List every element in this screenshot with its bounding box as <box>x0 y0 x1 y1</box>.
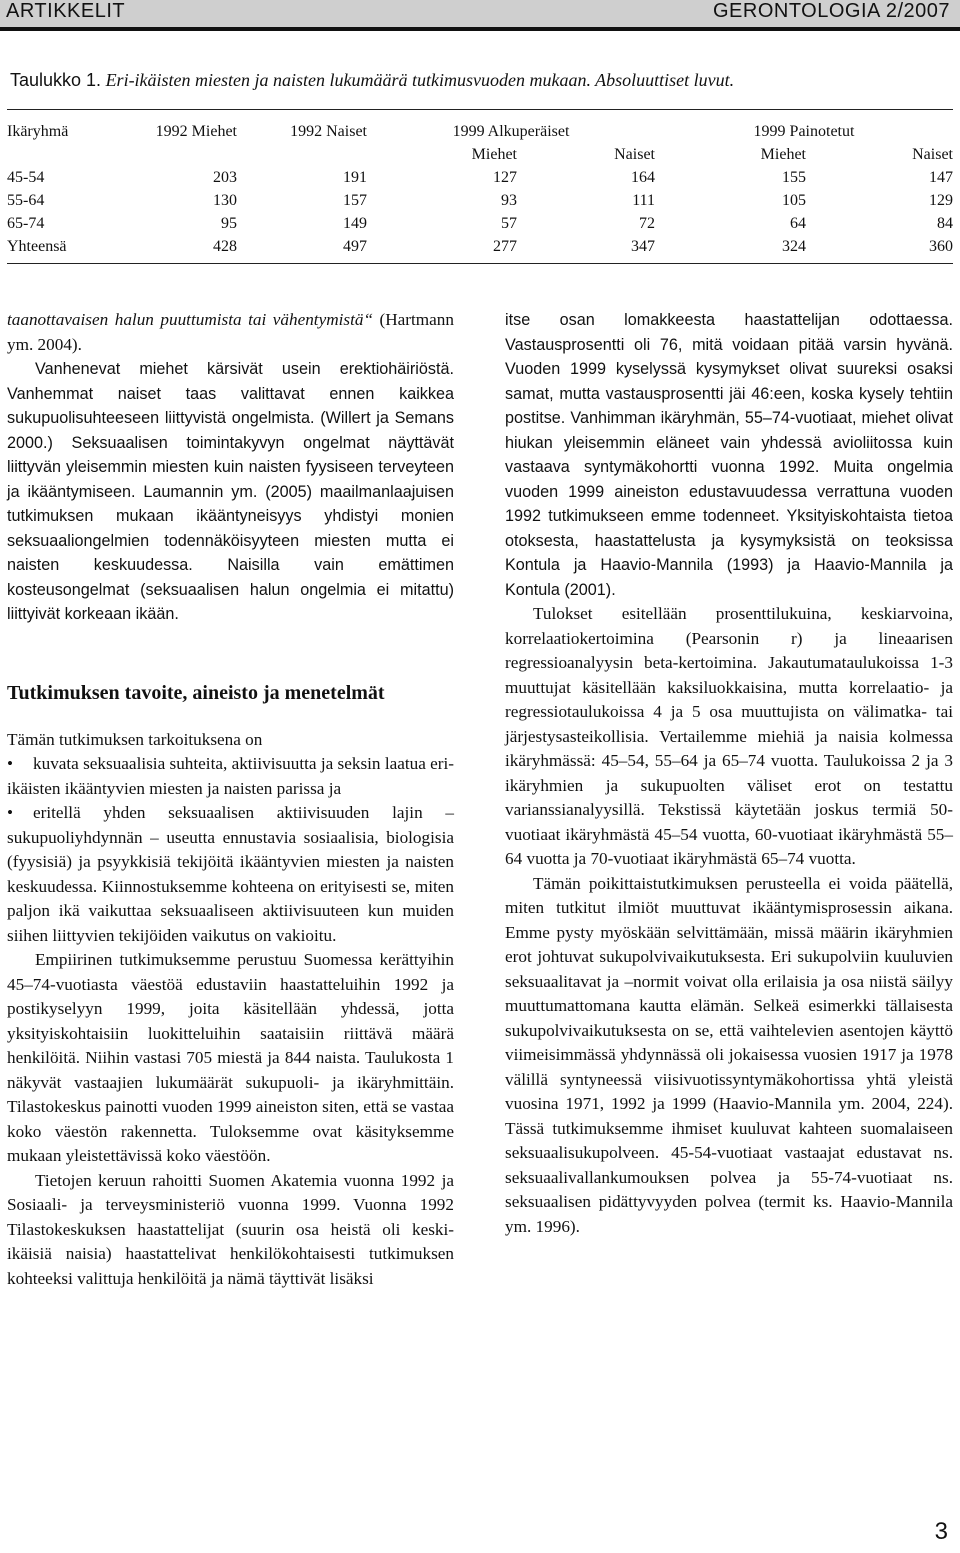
table-header-cell: Naiset <box>912 146 953 163</box>
table-cell: 157 <box>343 192 367 209</box>
table-cell: 164 <box>631 169 655 186</box>
table-cell: Yhteensä <box>7 238 67 255</box>
table-header-cell: 1992 Naiset <box>290 123 367 140</box>
paragraph: Tämän tutkimuksen tarkoituksena on <box>7 729 263 749</box>
table-cell: 111 <box>632 192 655 209</box>
page-header <box>0 0 960 31</box>
page-number: 3 <box>934 1518 948 1545</box>
paragraph: Empiirinen tutkimuksemme perustuu Suomessa kerättyihin 45–74-vuotiasta väestöä edustaviin haastatteluihin 1992 ja postikyselyyn 1999, joita käsitellään yhdessä, jotta yksityiskohtaisiin luokitteluihin saataisiin riittävä määrä henkilöitä. Niihin vastasi 705 miestä ja 844 naista. Taulukosta 1 näkyvät vastaajien lukumäärät sukupuoli- ja ikäryhmittäin. Tilastokeskus painotti vuoden 1999 aineiston siten, että se vastaa koko väestön rakennetta. Tuloksemme ovat käsityksemme mukaan yleistettävissä koko väestöön. <box>7 950 454 1165</box>
paragraph: Tämän poikittaistutkimuksen perusteella ei voida päätellä, miten tutkitut ilmiöt muuttuvat ikääntymisprosessin aikana. Emme pysty myöskään selvittämään, missä määrin ikäryhmien erot johtuvat sukupolvivaikutuksesta. Eri sukupolviin kuuluvien seksuaalitavat ja –normit voivat olla erilaisia ja osa niistä säilyy muuttumattomana kautta elämän. Selkeä esimerkki tällaisesta sukupolvivaikutuksesta on se, että vaihtelevien asentojen käyttö viimeisimmässä yhdynnässä oli jokaisessa vuosien 1917 ja 1978 välillä syntyneessä viisivuotissyntymäkohortissa yhtä yleistä vuosina 1971, 1992 ja 1999 (Haavio-Mannila ym. 2004, 224). Tässä tutkimuksemme ihmiset kuuluvat kahteen suomalaiseen seksuaalisukupolveen. 45-54-vuotiaat vastaajat edustavat ns. seksuaalivallankumouksen polvea ja 55-74-vuotiaat ns. seksuaalisen pidättyvyyden polvea (termit ks. Haavio-Mannila ym. 1996). <box>505 873 953 1236</box>
table-cell: 130 <box>213 192 237 209</box>
table-cell: 324 <box>782 238 806 255</box>
bullet-icon: • <box>7 803 14 822</box>
italic-text: taanottavaisen halun puuttumista tai vähentymistä“ <box>7 310 374 329</box>
paragraph: Vanhenevat miehet kärsivät usein erektiohäiriöstä. Vanhemmat naiset taas valittavat ennen kaikkea sukupuolisuhteeseen liittyvistä ongelmista. (Willert ja Semans 2000.) Seksuaalisen toimintakyvyn ongelmat näyttävät liittyvän yleisemmin miesten kuin naisten fyysiseen terveyteen ja ikääntymiseen. Laumannin ym. (2005) maailmanlaajuisen tutkimuksen mukaan ikääntyneisyys yhdistyi monien seksuaaliongelmien todennäköisyyteen miesten mutta ei naisten keskuudessa. Naisilla vain emättimen kosteusongelmat (seksuaalisen halun ongelmia ei mitattu) liittyivät korkeaan ikään. <box>7 360 454 623</box>
table-cell: 155 <box>782 169 806 186</box>
table-caption-text: Eri-ikäisten miesten ja naisten lukumäärä tutkimusvuoden mukaan. Absoluuttiset luvut. <box>105 70 735 90</box>
table-cell: 55-64 <box>7 192 45 209</box>
table-cell: 105 <box>782 192 806 209</box>
table-subheader-row <box>7 143 953 166</box>
right-column <box>505 308 953 1239</box>
table-caption-label: Taulukko 1. <box>10 70 102 90</box>
table-header-cell: Miehet <box>760 146 806 163</box>
table-row <box>7 166 953 189</box>
table-cell: 347 <box>631 238 655 255</box>
table-cell: 93 <box>501 192 517 209</box>
table-cell: 57 <box>501 215 517 232</box>
table-header-cell: Ikäryhmä <box>7 123 69 140</box>
list-item <box>7 752 454 801</box>
table-row <box>7 212 953 235</box>
data-table <box>7 120 953 258</box>
table-cell: 277 <box>493 238 517 255</box>
table-header-cell: Naiset <box>614 146 655 163</box>
table-cell: 127 <box>493 169 517 186</box>
table-header-row <box>7 120 953 143</box>
table-cell: 149 <box>343 215 367 232</box>
table-row <box>7 235 953 258</box>
table-cell: 84 <box>937 215 953 232</box>
list-item-text: eritellä yhden seksuaalisen aktiivisuuden lajin – sukupuoliyhdynnän – useutta ennustavia sosiaalisia, biologisia (fyysisiä) ja psyykkisiä tekijöitä ikääntyvien miesten ja naisten keskuudessa. Kiinnostuksemme kohteena on erityisesti se, miten paljon ikä vaikuttaa seksuaaliseen aktiivisuuteen kun muiden siihen liittyvien tekijöiden vaikutus on vakioitu. <box>7 803 454 945</box>
table-cell: 72 <box>639 215 655 232</box>
table-cell: 64 <box>790 215 806 232</box>
table-header-cell: 1992 Miehet <box>155 123 237 140</box>
paragraph <box>7 308 454 357</box>
list-item <box>7 801 454 948</box>
journal-label: GERONTOLOGIA 2/2007 <box>712 0 950 22</box>
table-cell: 360 <box>929 238 953 255</box>
table-bottom-rule <box>7 263 953 264</box>
table-cell: 203 <box>213 169 237 186</box>
section-heading: Tutkimuksen tavoite, aineisto ja menetelmät <box>7 681 385 704</box>
table-cell: 147 <box>929 169 953 186</box>
table-cell: 95 <box>221 215 237 232</box>
section-label: ARTIKKELIT <box>6 0 126 22</box>
paragraph: Tulokset esitellään prosenttilukuina, keskiarvoina, korrelaatiokertoimina (Pearsonin r) ja lineaarisen regressioanalyysin beta-kertoimina. Jakautumataulukoissa 1-3 muuttujat käsitellään kaksiluokkaisina, mutta korrelaatio- ja regressiotaulukoissa 4 ja 5 osa muuttujista on välimatka- tai järjestysasteikollisia. Vertailemme miehiä ja naisia kolmessa ikäryhmässä: 45–54, 55–64 ja 65–74 vuotta. Taulukoissa 2 ja 3 ikäryhmien ja sukupuolten väliset erot on testattu varianssianalyysillä. Tekstissä käytetään joskus termiä 50-vuotiaat ikäryhmästä 45–54 vuotta, 60-vuotiaat ikäryhmästä 55–64 vuotta ja 70-vuotiaat ikäryhmästä 65–74 vuotta. <box>505 604 953 868</box>
paragraph: itse osan lomakkeesta haastattelijan odottaessa. Vastausprosentti oli 76, mitä voidaan pitää varsin hyvänä. Vuoden 1999 kyselyssä kysymykset olivat suureksi osaksi samat, mutta vastausprosentti jäi 46:een, koska kysely tehtiin postitse. Vanhimman ikäryhmän, 55–74-vuotiaat, miehet olivat hiukan yleisemmin eläneet vain yhdessä avioliitossa kuin vastaava syntymäkohortti vuonna 1992. Muita ongelmia vuoden 1999 aineiston edustavuudessa verrattuna vuoden 1992 tutkimukseen emme todenneet. Yksityiskohtaista tietoa otoksesta, haastattelusta ja kysymyksistä on teoksissa Kontula ja Haavio-Mannila (1993) ja Haavio-Mannila ja Kontula (2001). <box>505 311 953 599</box>
table-cell: 65-74 <box>7 215 45 232</box>
table-caption <box>10 70 950 91</box>
bullet-list <box>7 752 454 948</box>
list-item-text: kuvata seksuaalisia suhteita, aktiivisuutta ja seksin laatua eri-ikäisten ikääntyvien miesten ja naisten parissa ja <box>7 754 454 798</box>
table-cell: 191 <box>343 169 367 186</box>
table-cell: 497 <box>343 238 367 255</box>
table-cell: 428 <box>213 238 237 255</box>
citation-text: (Hartmann ym. 2004). <box>7 310 454 354</box>
table-top-rule <box>7 109 953 110</box>
table-row <box>7 189 953 212</box>
table-header-cell: Miehet <box>471 146 517 163</box>
left-column <box>7 308 454 1291</box>
table-cell: 129 <box>929 192 953 209</box>
table-header-cell: 1999 Alkuperäiset <box>452 123 570 140</box>
bullet-icon: • <box>7 754 14 773</box>
table-header-cell: 1999 Painotetut <box>753 123 855 140</box>
table-cell: 45-54 <box>7 169 45 186</box>
paragraph: Tietojen keruun rahoitti Suomen Akatemia vuonna 1992 ja Sosiaali- ja terveysministeriö vuonna 1999. Vuonna 1992 Tilastokeskuksen haastattelijat (suurin osa heistä oli keski-ikäisiä naisia) haastattelivat henkilökohtaisesti tutkimuksen kohteeksi valittuja henkilöitä ja nämä täyttivät lisäksi <box>7 1170 454 1288</box>
